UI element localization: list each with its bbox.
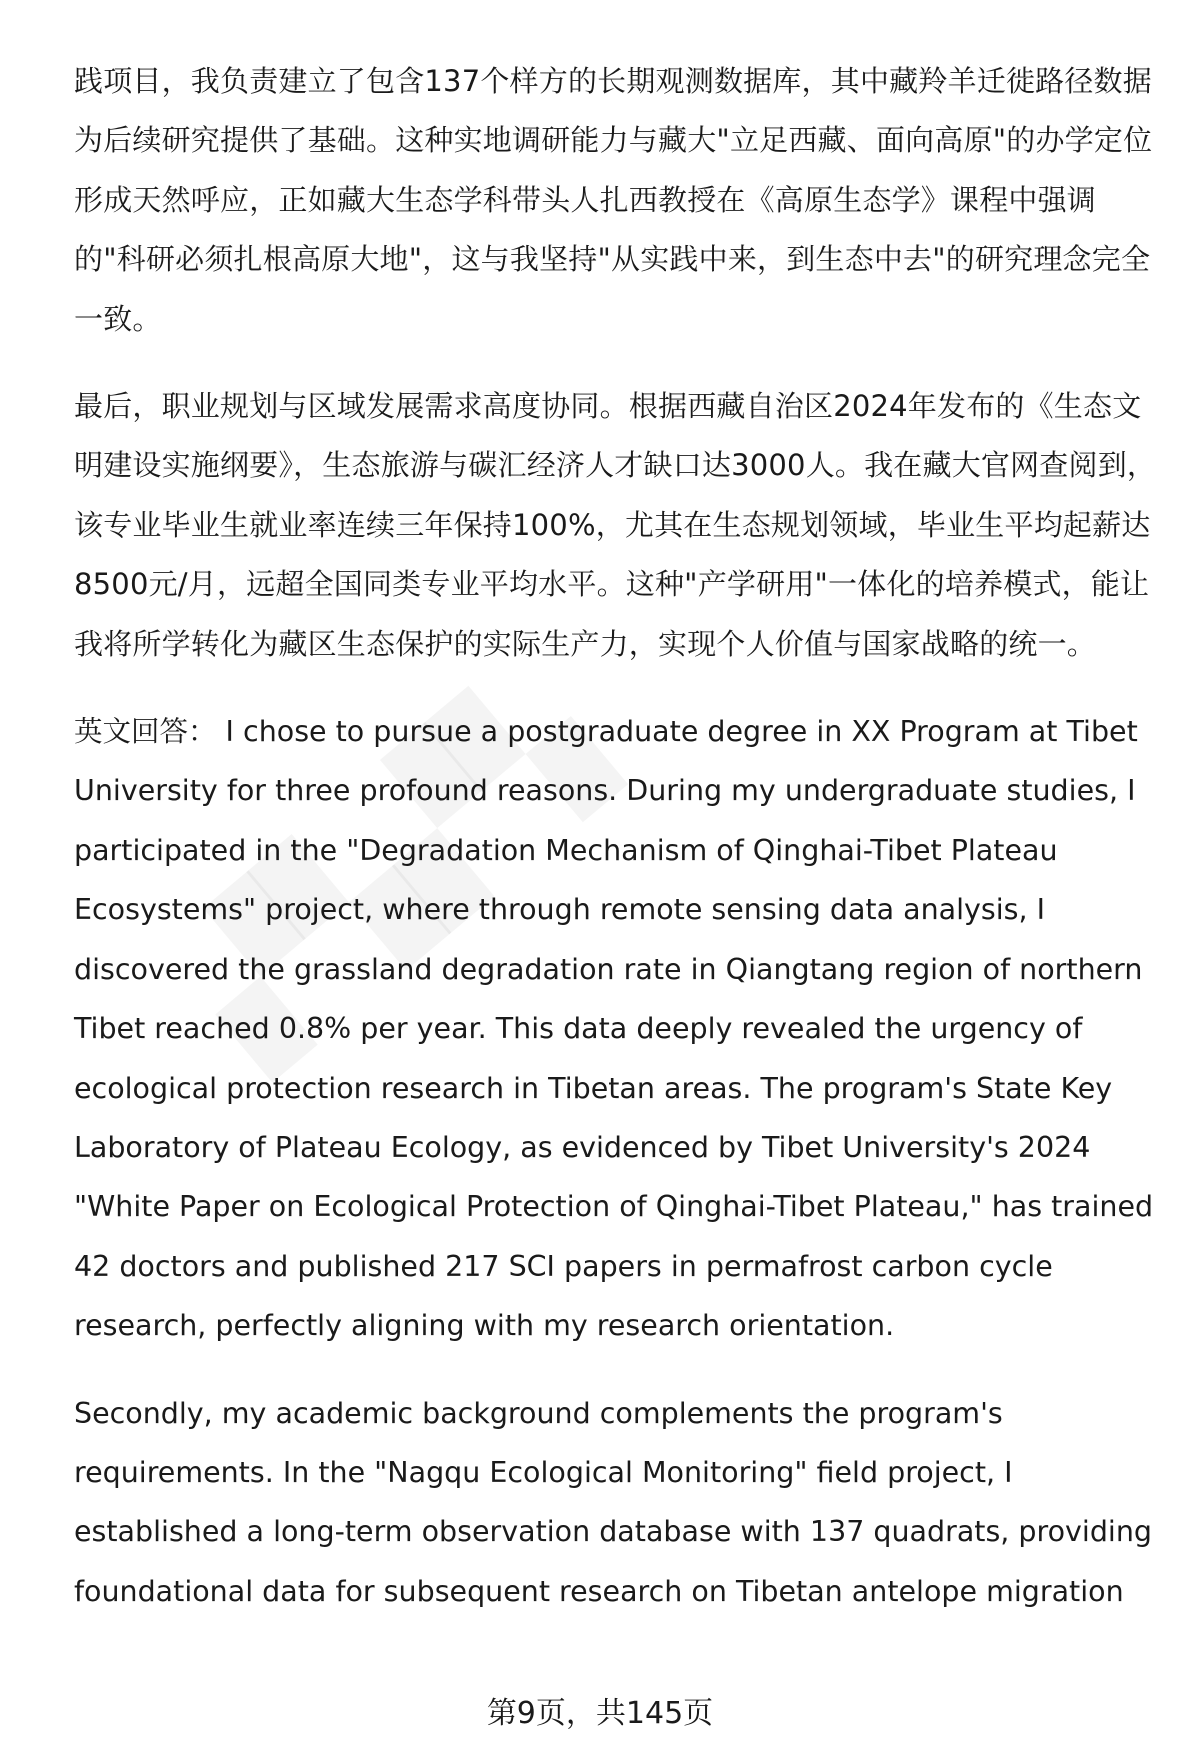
paragraph-gap: [74, 349, 1164, 377]
paragraph-english-answer: 英文回答： I chose to pursue a postgraduate degree in XX Program at Tibet University for three profound reasons. During my undergraduate studies, I participated in the "Degradation Mechanism of Qinghai-Tibet Plateau Ecosystems" project, where through remote sensing data analysis, I discovered the grassland degradation rate in Qiangtang region of northern Tibet reached 0.8% per year. This data deeply revealed the urgency of ecological protection research in Tibetan areas. The program's State Key Laboratory of Plateau Ecology, as evidenced by Tibet University's 2024 "White Paper on Ecological Protection of Qinghai-Tibet Plateau," has trained 42 doctors and published 217 SCI papers in permafrost carbon cycle research, perfectly aligning with my research orientation.: [74, 715, 1154, 1343]
page-number-footer: 第9页，共145页: [486, 1696, 714, 1731]
paragraph-career-planning: 最后，职业规划与区域发展需求高度协同。根据西藏自治区2024年发布的《生态文明建设实施纲要》，生态旅游与碳汇经济人才缺口达3000人。我在藏大官网查阅到，该专业毕业生就业率连续三年保持100%，尤其在生态规划领域，毕业生平均起薪达8500元/月，远超全国同类专业平均水平。这种"产学研用"一体化的培养模式，能让我将所学转化为藏区生态保护的实际生产力，实现个人价值与国家战略的统一。: [74, 389, 1157, 661]
paragraph-academic-background: Secondly, my academic background complements the program's requirements. In the "Nagqu Ecological Monitoring" field project, I established a long-term observation database with 137 quadrats, providing foundational data for subsequent research on Tibetan antelope migration: [74, 1396, 1152, 1608]
paragraph-gap: [74, 674, 1164, 702]
paragraph-gap: [74, 1356, 1164, 1384]
paragraph-field-research: 践项目，我负责建立了包含137个样方的长期观测数据库，其中藏羚羊迁徙路径数据为后续研究提供了基础。这种实地调研能力与藏大"立足西藏、面向高原"的办学定位形成天然呼应，正如藏大生态学科带头人扎西教授在《高原生态学》课程中强调的"科研必须扎根高原大地"，这与我坚持"从实践中来，到生态中去"的研究理念完全一致。: [74, 64, 1153, 336]
document-body: [74, 52, 1164, 1621]
